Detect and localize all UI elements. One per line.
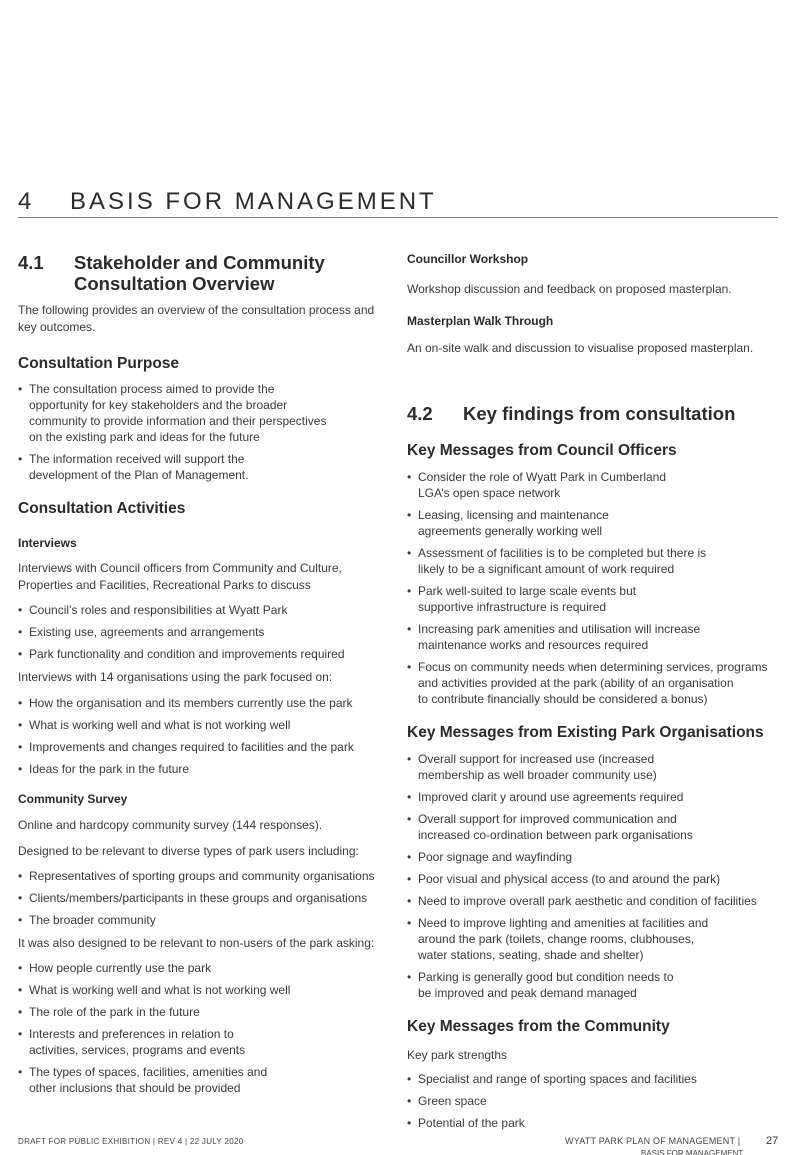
- list-item: • Consider the role of Wyatt Park in Cumberland LGA’s open space network: [407, 469, 787, 501]
- section-title-line: Stakeholder and Community: [74, 252, 325, 273]
- park-organisations-heading: Key Messages from Existing Park Organisations: [407, 724, 764, 741]
- list-item: • Poor visual and physical access (to and around the park): [407, 871, 787, 887]
- chapter-heading: [18, 188, 437, 216]
- chapter-title: BASIS FOR MANAGEMENT: [70, 188, 437, 215]
- org-interview-list: [18, 695, 398, 777]
- survey-paragraph: Online and hardcopy community survey (144 responses).: [18, 818, 323, 832]
- section-number: 4.1: [18, 252, 44, 273]
- community-messages-heading: Key Messages from the Community: [407, 1018, 670, 1035]
- list-item: • Interests and preferences in relation to activities, services, programs and events: [18, 1026, 398, 1058]
- footer-section-label: BASIS FOR MANAGEMENT: [641, 1149, 744, 1155]
- list-item: • What is working well and what is not working well: [18, 717, 398, 733]
- council-interview-list: [18, 602, 398, 662]
- list-item: • Improved clarit y around use agreements required: [407, 789, 787, 805]
- list-item: • Park well-suited to large scale events but supportive infrastructure is required: [407, 583, 787, 615]
- community-intro: Key park strengths: [407, 1048, 508, 1062]
- list-item: • Improvements and changes required to facilities and the park: [18, 739, 398, 755]
- list-item: • The consultation process aimed to provide the opportunity for key stakeholders and the broader community to provide information and their perspectives on the existing park and ideas for the future: [18, 381, 390, 445]
- list-item: • The types of spaces, facilities, amenities and other inclusions that should be provided: [18, 1064, 398, 1096]
- section-title-line: Consultation Overview: [74, 273, 275, 294]
- list-item: • Need to improve overall park aesthetic and condition of facilities: [407, 893, 787, 909]
- list-item: • Park functionality and condition and improvements required: [18, 646, 398, 662]
- list-item: • Poor signage and wayfinding: [407, 849, 787, 865]
- list-item: • How the organisation and its members currently use the park: [18, 695, 398, 711]
- survey-paragraph: It was also designed to be relevant to non-users of the park asking:: [18, 936, 375, 950]
- list-item: • Overall support for increased use (increased membership as well broader community use): [407, 751, 787, 783]
- footer-draft-label: DRAFT FOR PUBLIC EXHIBITION | REV 4 | 22 JULY 2020: [18, 1137, 244, 1146]
- chapter-number: 4: [18, 188, 35, 215]
- list-item: • The information received will support the development of the Plan of Management.: [18, 451, 390, 483]
- council-officers-list: [407, 469, 787, 707]
- consultation-activities-heading: Consultation Activities: [18, 500, 186, 517]
- interviews-heading: Interviews: [18, 536, 77, 550]
- section-number: 4.2: [407, 403, 433, 424]
- community-survey-heading: Community Survey: [18, 792, 128, 806]
- list-item: • The broader community: [18, 912, 398, 928]
- survey-nonusers-list: [18, 960, 398, 1096]
- consultation-purpose-heading: Consultation Purpose: [18, 355, 180, 372]
- masterplan-walk-text: An on-site walk and discussion to visualise proposed masterplan.: [407, 341, 754, 355]
- community-strengths-list: [407, 1071, 787, 1131]
- section-4-2-title: [407, 403, 735, 424]
- intro-paragraph: The following provides an overview of the consultation process and key outcomes.: [18, 303, 375, 334]
- list-item: • Existing use, agreements and arrangements: [18, 624, 398, 640]
- list-item: • Ideas for the park in the future: [18, 761, 398, 777]
- list-item: • Overall support for improved communication and increased co-ordination between park organisations: [407, 811, 787, 843]
- survey-users-list: [18, 868, 398, 928]
- list-item: • Leasing, licensing and maintenance agreements generally working well: [407, 507, 787, 539]
- section-title-text: [74, 252, 325, 294]
- page-number: 27: [766, 1135, 779, 1147]
- survey-paragraph: Designed to be relevant to diverse types of park users including:: [18, 844, 359, 858]
- councillor-workshop-heading: Councillor Workshop: [407, 252, 529, 266]
- chapter-divider: [18, 217, 778, 218]
- list-item: • What is working well and what is not working well: [18, 982, 398, 998]
- list-item: • Clients/members/participants in these groups and organisations: [18, 890, 398, 906]
- footer-document-title: WYATT PARK PLAN OF MANAGEMENT |: [565, 1136, 741, 1146]
- list-item: • Council’s roles and responsibilities at Wyatt Park: [18, 602, 398, 618]
- park-organisations-list: [407, 751, 787, 1001]
- interviews-intro: Interviews with Council officers from Community and Culture, Properties and Facilities, Recreational Parks to discuss: [18, 561, 342, 592]
- list-item: • Assessment of facilities is to be completed but there is likely to be a significant amount of work required: [407, 545, 787, 577]
- list-item: • Representatives of sporting groups and community organisations: [18, 868, 398, 884]
- list-item: • Increasing park amenities and utilisation will increase maintenance works and resources required: [407, 621, 787, 653]
- masterplan-walk-heading: Masterplan Walk Through: [407, 314, 554, 328]
- list-item: • Green space: [407, 1093, 787, 1109]
- list-item: • Need to improve lighting and amenities at facilities and around the park (toilets, change rooms, clubhouses, water stations, seating, shade and shelter): [407, 915, 787, 963]
- list-item: • Potential of the park: [407, 1115, 787, 1131]
- list-item: • Parking is generally good but condition needs to be improved and peak demand managed: [407, 969, 787, 1001]
- section-4-1-title: [18, 252, 325, 294]
- list-item: • How people currently use the park: [18, 960, 398, 976]
- section-title-text: Key findings from consultation: [463, 403, 736, 424]
- council-officers-heading: Key Messages from Council Officers: [407, 442, 677, 459]
- list-item: • The role of the park in the future: [18, 1004, 398, 1020]
- councillor-workshop-text: Workshop discussion and feedback on proposed masterplan.: [407, 282, 732, 296]
- orgs-intro: Interviews with 14 organisations using the park focused on:: [18, 670, 333, 684]
- list-item: • Specialist and range of sporting spaces and facilities: [407, 1071, 787, 1087]
- purpose-list: [18, 381, 390, 483]
- list-item: • Focus on community needs when determining services, programs and activities provided at the park (ability of an organisation to contribute financially should be considered a bonus): [407, 659, 787, 707]
